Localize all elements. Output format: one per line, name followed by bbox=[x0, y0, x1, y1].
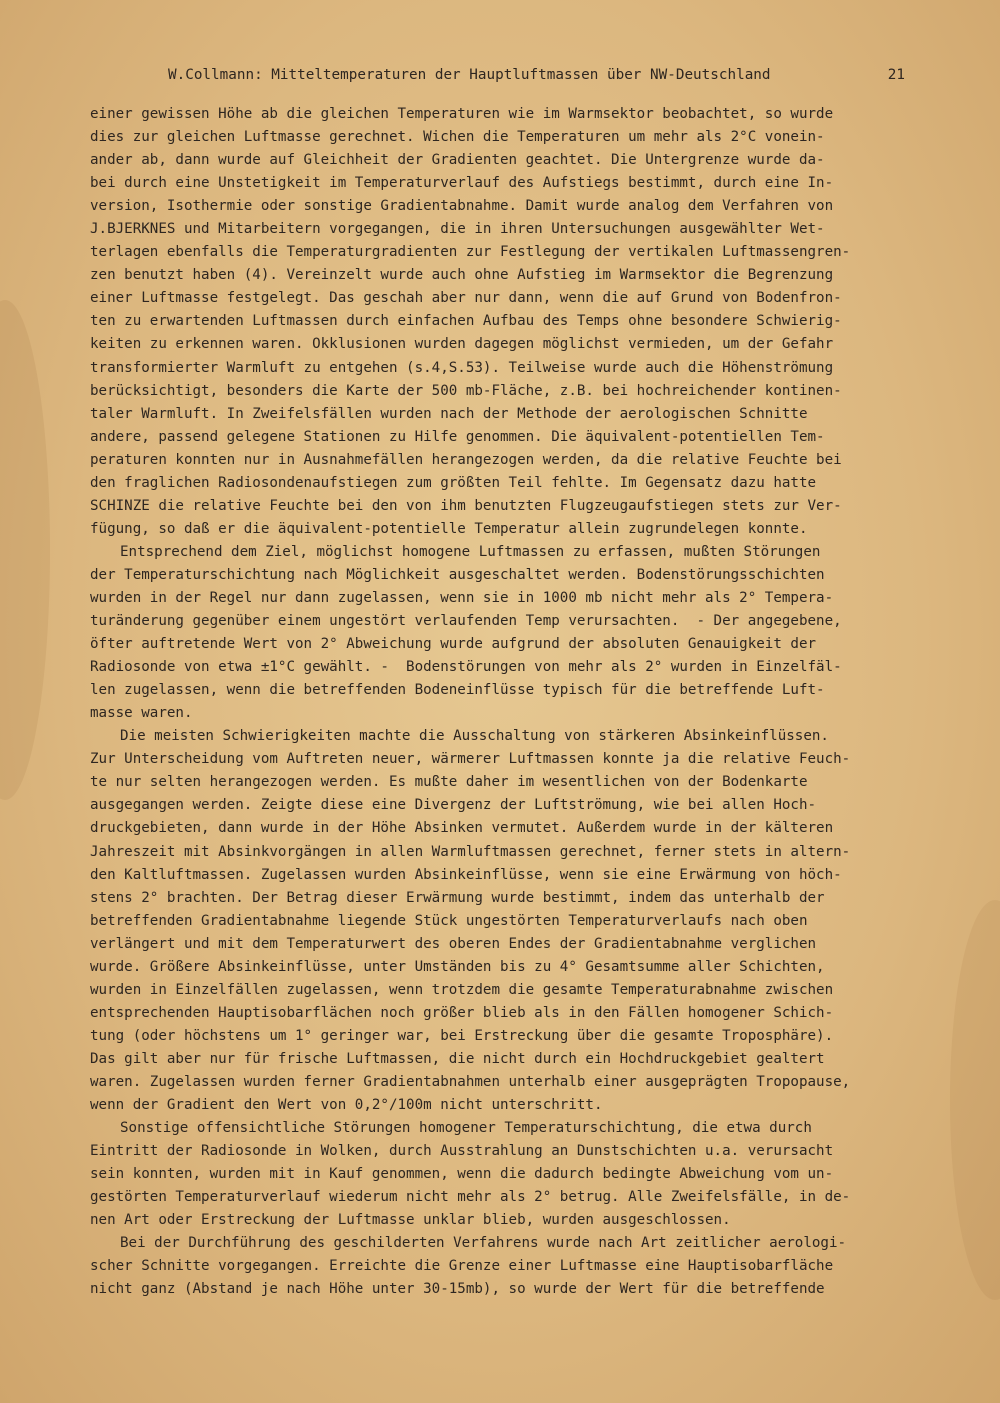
text-line: keiten zu erkennen waren. Okklusionen wurden dagegen möglichst vermieden, um der Gefahr bbox=[90, 336, 834, 353]
text-line: turänderung gegenüber einem ungestört verlaufenden Temp verursachten. - Der angegebene, bbox=[90, 613, 842, 630]
text-line: entsprechenden Hauptisobarflächen noch größer blieb als in den Fällen homogener Schich- bbox=[90, 1004, 834, 1021]
running-header bbox=[168, 62, 908, 88]
text-line: sein konnten, wurden mit in Kauf genommen, wenn die dadurch bedingte Abweichung vom un- bbox=[90, 1166, 834, 1183]
text-line: dies zur gleichen Luftmasse gerechnet. Wichen die Temperaturen um mehr als 2°C vonein- bbox=[90, 129, 825, 146]
text-line: zen benutzt haben (4). Vereinzelt wurde auch ohne Aufstieg im Warmsektor die Begrenzung bbox=[90, 267, 834, 284]
text-line: druckgebieten, dann wurde in der Höhe Absinken vermutet. Außerdem wurde in der kälteren bbox=[90, 820, 834, 837]
text-line: len zugelassen, wenn die betreffenden Bodeneinflüsse typisch für die betreffende Luft- bbox=[90, 682, 825, 699]
text-line: berücksichtigt, besonders die Karte der 500 mb-Fläche, z.B. bei hochreichender kontinen- bbox=[90, 382, 842, 399]
text-line: Zur Unterscheidung vom Auftreten neuer, wärmerer Luftmassen konnte ja die relative Feuch- bbox=[90, 751, 851, 768]
text-line: taler Warmluft. In Zweifelsfällen wurden nach der Methode der aerologischen Schnitte bbox=[90, 405, 808, 422]
text-line: Radiosonde von etwa ±1°C gewählt. - Bodenstörungen von mehr als 2° wurden in Einzelfäl- bbox=[90, 659, 842, 676]
text-line: öfter auftretende Wert von 2° Abweichung wurde aufgrund der absoluten Genauigkeit der bbox=[90, 636, 817, 653]
text-line: den Kaltluftmassen. Zugelassen wurden Absinkeinflüsse, wenn sie eine Erwärmung von höch- bbox=[90, 866, 842, 883]
text-line: J.BJERKNES und Mitarbeitern vorgegangen, die in ihren Untersuchungen ausgewählter Wet- bbox=[90, 221, 825, 238]
body-text bbox=[90, 103, 940, 1301]
text-line: den fraglichen Radiosondenaufstiegen zum größten Teil fehlte. Im Gegensatz dazu hatte bbox=[90, 474, 817, 491]
text-line: der Temperaturschichtung nach Möglichkeit ausgeschaltet werden. Bodenstörungsschichten bbox=[90, 566, 825, 583]
text-line: ander ab, dann wurde auf Gleichheit der Gradienten geachtet. Die Untergrenze wurde da- bbox=[90, 152, 825, 169]
text-line: peraturen konnten nur in Ausnahmefällen herangezogen werden, da die relative Feuchte bei bbox=[90, 451, 842, 468]
paragraph-first-line: Bei der Durchführung des geschilderten Verfahrens wurde nach Art zeitlicher aerologi- bbox=[120, 1235, 847, 1252]
text-line: scher Schnitte vorgegangen. Erreichte die Grenze einer Luftmasse eine Hauptisobarfläche bbox=[90, 1258, 834, 1275]
paragraph-first-line: Entsprechend dem Ziel, möglichst homogene Luftmassen zu erfassen, mußten Störungen bbox=[120, 543, 821, 560]
text-line: ten zu erwartenden Luftmassen durch einfachen Aufbau des Temps ohne besondere Schwierig- bbox=[90, 313, 842, 330]
paper-stain-right bbox=[950, 900, 1000, 1300]
text-line: betreffenden Gradientabnahme liegende Stück ungestörten Temperaturverlaufs nach oben bbox=[90, 912, 808, 929]
text-line: Jahreszeit mit Absinkvorgängen in allen Warmluftmassen gerechnet, ferner stets in altern- bbox=[90, 843, 851, 860]
text-line: wenn der Gradient den Wert von 0,2°/100m nicht unterschritt. bbox=[90, 1097, 603, 1114]
paper-stain-left bbox=[0, 300, 50, 800]
text-line: te nur selten herangezogen werden. Es mußte daher im wesentlichen von der Bodenkarte bbox=[90, 774, 808, 791]
text-line: bei durch eine Unstetigkeit im Temperaturverlauf des Aufstiegs bestimmt, durch eine In- bbox=[90, 175, 834, 192]
text-line: verlängert und mit dem Temperaturwert des oberen Endes der Gradientabnahme verglichen bbox=[90, 935, 817, 952]
paragraph-first-line: Die meisten Schwierigkeiten machte die Ausschaltung von stärkeren Absinkeinflüssen. bbox=[120, 728, 829, 745]
text-line: nicht ganz (Abstand je nach Höhe unter 30-15mb), so wurde der Wert für die betreffende bbox=[90, 1281, 825, 1298]
text-line: Das gilt aber nur für frische Luftmassen, die nicht durch ein Hochdruckgebiet gealtert bbox=[90, 1050, 825, 1067]
text-line: nen Art oder Erstreckung der Luftmasse unklar blieb, wurden ausgeschlossen. bbox=[90, 1212, 731, 1229]
text-line: einer gewissen Höhe ab die gleichen Temperaturen wie im Warmsektor beobachtet, so wurde bbox=[90, 106, 834, 122]
text-line: SCHINZE die relative Feuchte bei den von ihm benutzten Flugzeugaufstiegen stets zur Ver- bbox=[90, 497, 842, 514]
text-line: gestörten Temperaturverlauf wiederum nicht mehr als 2° betrug. Alle Zweifelsfälle, in de- bbox=[90, 1189, 851, 1206]
text-line: wurden in der Regel nur dann zugelassen, wenn sie in 1000 mb nicht mehr als 2° Tempera- bbox=[90, 589, 834, 606]
running-header-title: W.Collmann: Mitteltemperaturen der Hauptluftmassen über NW-Deutschland bbox=[168, 67, 771, 83]
text-line: waren. Zugelassen wurden ferner Gradientabnahmen unterhalb einer ausgeprägten Tropopause, bbox=[90, 1073, 851, 1090]
text-line: masse waren. bbox=[90, 705, 193, 722]
text-line: Eintritt der Radiosonde in Wolken, durch Ausstrahlung an Dunstschichten u.a. verursacht bbox=[90, 1143, 834, 1160]
text-line: einer Luftmasse festgelegt. Das geschah aber nur dann, wenn die auf Grund von Bodenfron- bbox=[90, 290, 842, 307]
text-line: andere, passend gelegene Stationen zu Hilfe genommen. Die äquivalent-potentiellen Tem- bbox=[90, 428, 825, 445]
text-line: terlagen ebenfalls die Temperaturgradienten zur Festlegung der vertikalen Luftmassengren- bbox=[90, 244, 851, 261]
text-line: fügung, so daß er die äquivalent-potentielle Temperatur allein zugrundelegen konnte. bbox=[90, 520, 808, 537]
text-line: tung (oder höchstens um 1° geringer war, bei Erstreckung über die gesamte Troposphäre). bbox=[90, 1027, 834, 1044]
paragraph-first-line: Sonstige offensichtliche Störungen homogener Temperaturschichtung, die etwa durch bbox=[120, 1120, 812, 1137]
text-line: transformierter Warmluft zu entgehen (s.4,S.53). Teilweise wurde auch die Höhenströmung bbox=[90, 359, 834, 376]
text-line: ausgegangen werden. Zeigte diese eine Divergenz der Luftströmung, wie bei allen Hoch- bbox=[90, 797, 817, 814]
text-line: wurde. Größere Absinkeinflüsse, unter Umständen bis zu 4° Gesamtsumme aller Schichten, bbox=[90, 958, 825, 975]
text-line: stens 2° brachten. Der Betrag dieser Erwärmung wurde bestimmt, indem das unterhalb der bbox=[90, 889, 825, 906]
text-line: version, Isothermie oder sonstige Gradientabnahme. Damit wurde analog dem Verfahren von bbox=[90, 198, 834, 215]
page-number: 21 bbox=[887, 67, 905, 83]
text-line: wurden in Einzelfällen zugelassen, wenn trotzdem die gesamte Temperaturabnahme zwischen bbox=[90, 981, 834, 998]
